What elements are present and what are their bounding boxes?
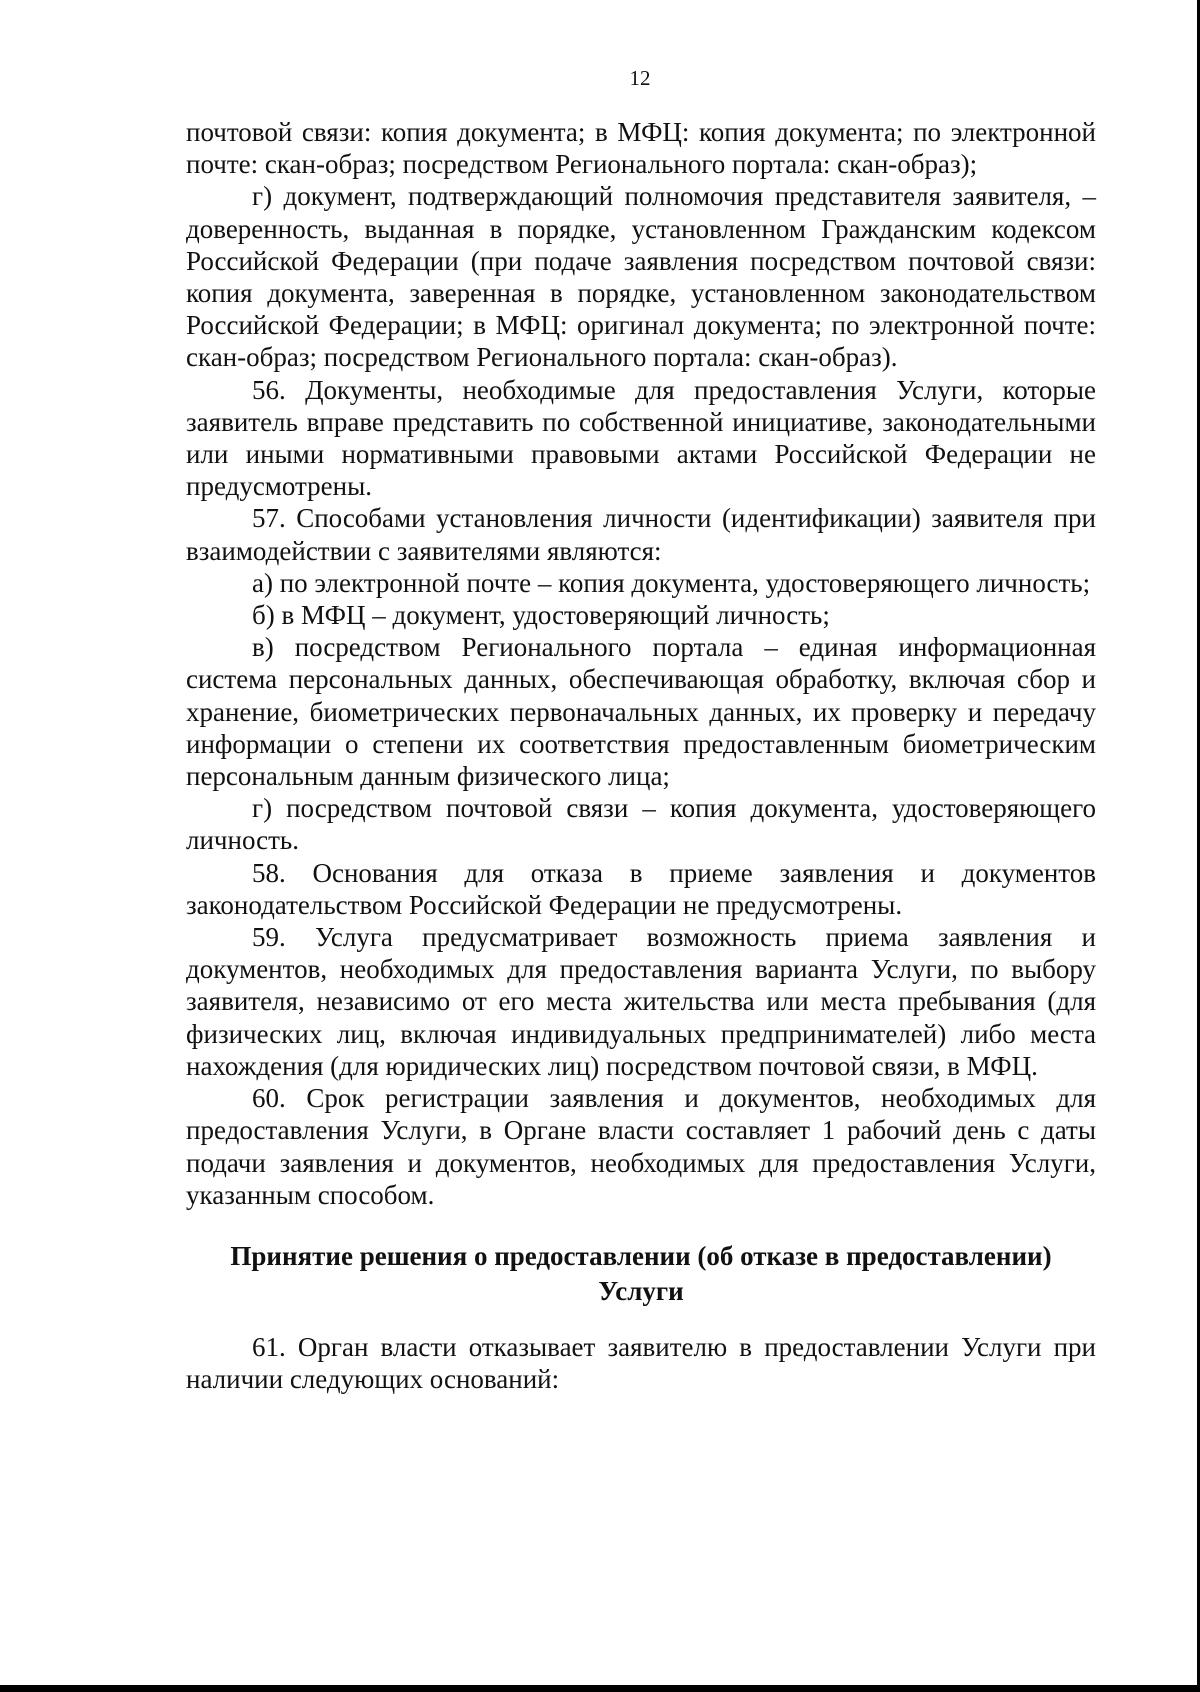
paragraph-56: 56. Документы, необходимые для предоставления Услуги, которые заявитель вправе представить по собственной инициативе, законодательными или иными нормативными правовыми актами Российской Федерации не предусмотрены. bbox=[186, 374, 1096, 502]
page-number: 12 bbox=[629, 66, 651, 90]
paragraph-57-v: в) посредством Регионального портала – единая информационная система персональных данных, обеспечивающая обработку, включая сбор и хранение, биометрических первоначальных данных, их проверку и передачу информации о степени их соответствия предоставленным биометрическим персональным данным физического лица; bbox=[186, 632, 1096, 792]
paragraph-57-b: б) в МФЦ – документ, удостоверяющий личность; bbox=[252, 600, 830, 631]
paragraph-57-g: г) посредством почтовой связи – копия документа, удостоверяющего личность. bbox=[186, 793, 1096, 856]
paragraph-60: 60. Срок регистрации заявления и документов, необходимых для предоставления Услуги, в Органе власти составляет 1 рабочий день с даты подачи заявления и документов, необходимых для предоставления Услуги, указанным способом. bbox=[186, 1083, 1096, 1210]
paragraph-59: 59. Услуга предусматривает возможность приема заявления и документов, необходимых для предоставления варианта Услуги, по выбору заявителя, независимо от его места жительства или места пребывания (для физических лиц, включая индивидуальных предпринимателей) либо места нахождения (для юридических лиц) посредством почтовой связи, в МФЦ. bbox=[186, 922, 1096, 1081]
section-heading-line-1: Принятие решения о предоставлении (об отказе в предоставлении) bbox=[230, 1240, 1052, 1271]
document-body bbox=[186, 116, 1096, 1395]
section-heading bbox=[186, 1239, 1096, 1309]
paragraph-item-g-power-of-attorney: г) документ, подтверждающий полномочия представителя заявителя, – доверенность, выданная в порядке, установленном Гражданским кодексом Российской Федерации (при подаче заявления посредством почтовой связи: копия документа, заверенная в порядке, установленном законодательством Российской Федерации; в МФЦ: оригинал документа; по электронной почте: скан-образ; посредством Регионального портала: скан-образ). bbox=[186, 181, 1096, 373]
paragraph-58: 58. Основания для отказа в приеме заявления и документов законодательством Российской Федерации не предусмотрены. bbox=[186, 857, 1096, 920]
paragraph-57-a: а) по электронной почте – копия документа, удостоверяющего личность; bbox=[252, 567, 1091, 598]
section-heading-line-2: Услуги bbox=[598, 1275, 684, 1306]
paragraph-continuation: почтовой связи: копия документа; в МФЦ: копия документа; по электронной почте: скан-образ; посредством Регионального портала: скан-образ); bbox=[186, 117, 1096, 180]
scan-edge-bottom bbox=[0, 1685, 1200, 1692]
paragraph-57: 57. Способами установления личности (идентификации) заявителя при взаимодействии с заявителями являются: bbox=[186, 503, 1096, 566]
paragraph-61: 61. Орган власти отказывает заявителю в предоставлении Услуги при наличии следующих оснований: bbox=[186, 1331, 1096, 1395]
